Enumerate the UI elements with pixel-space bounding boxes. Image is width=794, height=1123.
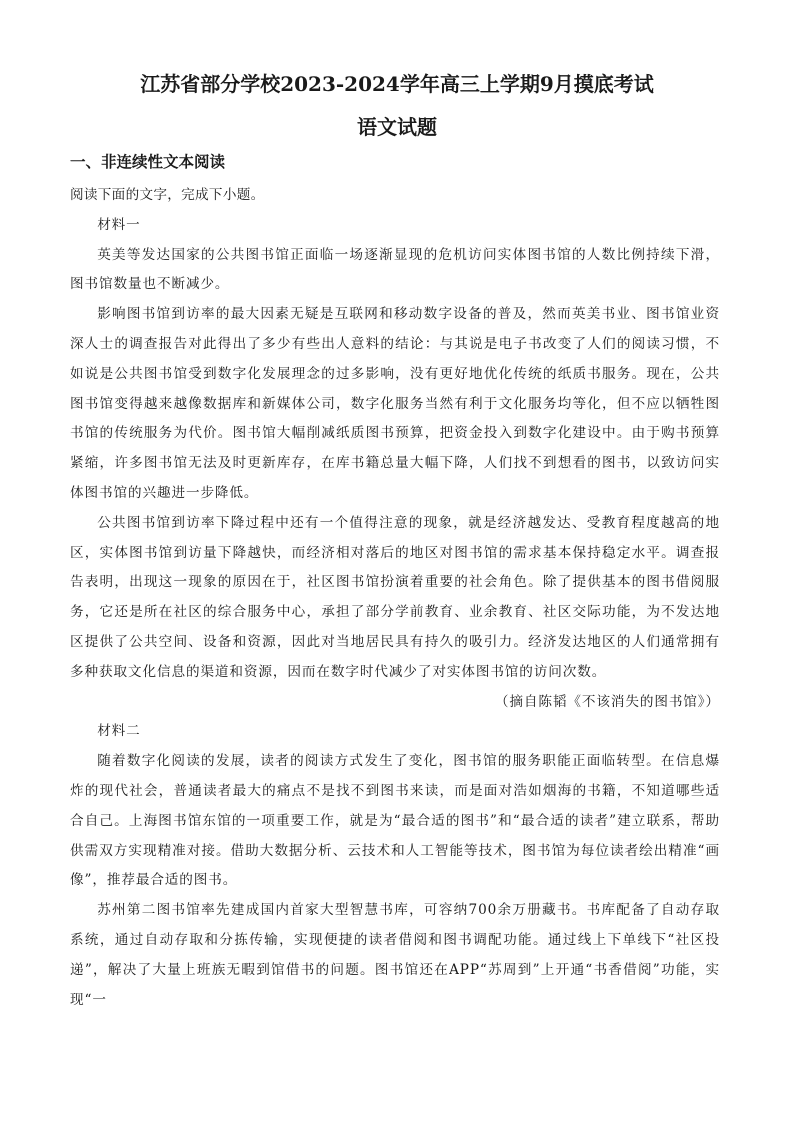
material1-paragraph-3: 公共图书馆到访率下降过程中还有一个值得注意的现象，就是经济越发达、受教育程度越高的地区，实体图书馆到访量下降越快，而经济相对落后的地区对图书馆的需求基本保持稳定水平。调查报告表明，出现这一现象的原因在于，社区图书馆扮演着重要的社会角色。除了提供基本的图书借阅服务，它还是所在社区的综合服务中心，承担了部分学前教育、业余教育、社区交际功能，为不发达地区提供了公共空间、设备和资源，因此对当地居民具有持久的吸引力。经济发达地区的人们通常拥有多种获取文化信息的渠道和资源，因而在数字时代减少了对实体图书馆的访问次数。	[70, 514, 720, 680]
material1-paragraph-2: 影响图书馆到访率的最大因素无疑是互联网和移动数字设备的普及，然而英美书业、图书馆业资深人士的调查报告对此得出了多少有些出人意料的结论：与其说是电子书改变了人们的阅读习惯，不如说是公共图书馆受到数字化发展理念的过多影响，没有更好地优化传统的纸质书服务。现在，公共图书馆变得越来越像数据库和新媒体公司，数字化服务当然有利于文化服务均等化，但不应以牺牲图书馆的传统服务为代价。图书馆大幅削减纸质图书预算，把资金投入到数字化建设中。由于购书预算紧缩，许多图书馆无法及时更新库存，在库书籍总量大幅下降，人们找不到想看的图书，以致访问实体图书馆的兴趣进一步降低。	[70, 306, 720, 501]
instruction-text: 阅读下面的文字，完成下小题。	[70, 187, 265, 203]
material2-label: 材料二	[97, 723, 141, 740]
section-heading: 一、非连续性文本阅读	[70, 153, 226, 171]
material2-paragraph-2: 苏州第二图书馆率先建成国内首家大型智慧书库，可容纳700余万册藏书。书库配备了自动存取系统，通过自动存取和分拣传输，实现便捷的读者借阅和图书调配功能。通过线上下单线下“社区投递”，解决了大量上班族无暇到馆借书的问题。图书馆还在APP“苏周到”上开通“书香借阅”功能，实现“一	[70, 902, 720, 1008]
material1-paragraph-1: 英美等发达国家的公共图书馆正面临一场逐渐显现的危机访问实体图书馆的人数比例持续下滑，图书馆数量也不断减少。	[70, 246, 720, 293]
material1-label: 材料一	[97, 216, 141, 233]
document-body	[70, 181, 720, 1015]
material2-paragraph-1: 随着数字化阅读的发展，读者的阅读方式发生了变化，图书馆的服务职能正面临转型。在信息爆炸的现代社会，普通读者最大的痛点不是找不到图书来读，而是面对浩如烟海的书籍，不知道哪些适合自己。上海图书馆东馆的一项重要工作，就是为“最合适的图书”和“最合适的读者”建立联系，帮助供需双方实现精准对接。借助大数据分析、云技术和人工智能等技术，图书馆为每位读者绘出精准“画像”，推荐最合适的图书。	[70, 753, 720, 889]
document-title: 江苏省部分学校2023-2024学年高三上学期9月摸底考试	[140, 72, 654, 96]
material1-source: （摘自陈韬《不该消失的图书馆》）	[494, 693, 720, 710]
document-subtitle: 语文试题	[357, 115, 437, 139]
